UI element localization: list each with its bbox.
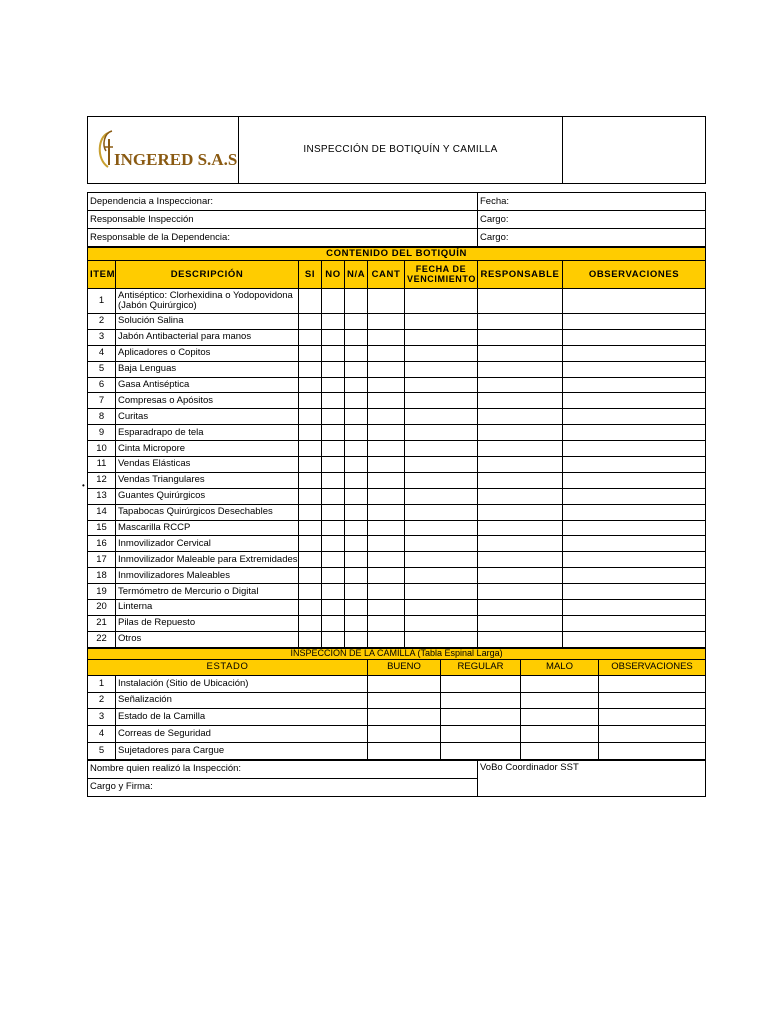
cant-cell[interactable] [368, 457, 405, 473]
no-cell[interactable] [322, 615, 345, 631]
responsable-cell[interactable] [478, 631, 563, 647]
item-description: Curitas [116, 409, 299, 425]
fecha-vencimiento-cell[interactable] [405, 345, 478, 361]
item-description: Sujetadores para Cargue [116, 742, 368, 759]
no-cell[interactable] [322, 289, 345, 314]
cant-cell[interactable] [368, 600, 405, 616]
malo-cell[interactable] [521, 675, 599, 692]
item-number: 16 [88, 536, 116, 552]
item-number: 2 [88, 692, 116, 709]
item-description: Cinta Micropore [116, 441, 299, 457]
table-row [88, 409, 706, 425]
si-cell[interactable] [299, 289, 322, 314]
responsable-dependencia-field[interactable]: Responsable de la Dependencia: [88, 229, 478, 247]
table-row [88, 675, 706, 692]
item-number: 12 [88, 472, 116, 488]
table-row [88, 393, 706, 409]
si-cell[interactable] [299, 393, 322, 409]
item-number: 9 [88, 425, 116, 441]
item-description: Correas de Seguridad [116, 726, 368, 743]
bueno-cell[interactable] [368, 726, 441, 743]
table-row [88, 631, 706, 647]
item-description: Gasa Antiséptica [116, 377, 299, 393]
item-description: Guantes Quirúrgicos [116, 488, 299, 504]
observaciones-cell[interactable] [563, 289, 706, 314]
fecha-vencimiento-cell[interactable] [405, 488, 478, 504]
cant-cell[interactable] [368, 504, 405, 520]
bueno-cell[interactable] [368, 692, 441, 709]
item-number: 3 [88, 709, 116, 726]
observaciones-cell[interactable] [599, 675, 706, 692]
cant-cell[interactable] [368, 345, 405, 361]
logo-text: INGERED S.A.S [114, 149, 238, 169]
no-cell[interactable] [322, 600, 345, 616]
observaciones-cell[interactable] [563, 584, 706, 600]
cant-cell[interactable] [368, 520, 405, 536]
regular-cell[interactable] [441, 709, 521, 726]
si-cell[interactable] [299, 361, 322, 377]
na-cell[interactable] [345, 329, 368, 345]
item-description: Baja Lenguas [116, 361, 299, 377]
si-cell[interactable] [299, 615, 322, 631]
responsable-cell[interactable] [478, 314, 563, 330]
fecha-vencimiento-cell[interactable] [405, 457, 478, 473]
table-row [88, 441, 706, 457]
fecha-vencimiento-cell[interactable] [405, 568, 478, 584]
observaciones-cell[interactable] [563, 520, 706, 536]
table-row [88, 742, 706, 759]
cant-cell[interactable] [368, 409, 405, 425]
fecha-vencimiento-cell[interactable] [405, 600, 478, 616]
botiquin-table [87, 247, 706, 648]
na-cell[interactable] [345, 488, 368, 504]
table-row [88, 425, 706, 441]
fecha-vencimiento-cell[interactable] [405, 409, 478, 425]
item-description: Inmovilizador Maleable para Extremidades [116, 552, 299, 568]
item-number: 5 [88, 361, 116, 377]
observaciones-cell[interactable] [563, 615, 706, 631]
item-number: 11 [88, 457, 116, 473]
form-header [87, 116, 706, 184]
responsable-cell[interactable] [478, 584, 563, 600]
cant-cell[interactable] [368, 472, 405, 488]
fecha-vencimiento-cell[interactable] [405, 615, 478, 631]
si-cell[interactable] [299, 329, 322, 345]
responsable-cell[interactable] [478, 329, 563, 345]
observaciones-cell[interactable] [563, 488, 706, 504]
no-cell[interactable] [322, 441, 345, 457]
observaciones-cell[interactable] [563, 552, 706, 568]
si-cell[interactable] [299, 441, 322, 457]
si-cell[interactable] [299, 600, 322, 616]
na-cell[interactable] [345, 289, 368, 314]
botiquin-section-title: CONTENIDO DEL BOTIQUÍN [88, 248, 706, 261]
responsable-cell[interactable] [478, 441, 563, 457]
fecha-vencimiento-cell[interactable] [405, 584, 478, 600]
fecha-vencimiento-cell[interactable] [405, 504, 478, 520]
no-cell[interactable] [322, 345, 345, 361]
cargo-firma-field[interactable]: Cargo y Firma: [88, 778, 478, 796]
observaciones-cell[interactable] [563, 600, 706, 616]
table-row [88, 345, 706, 361]
item-number: 21 [88, 615, 116, 631]
no-cell[interactable] [322, 314, 345, 330]
table-row [88, 289, 706, 314]
item-number: 6 [88, 377, 116, 393]
no-cell[interactable] [322, 329, 345, 345]
no-cell[interactable] [322, 377, 345, 393]
si-cell[interactable] [299, 584, 322, 600]
responsable-cell[interactable] [478, 393, 563, 409]
item-number: 18 [88, 568, 116, 584]
fecha-vencimiento-cell[interactable] [405, 631, 478, 647]
responsable-cell[interactable] [478, 457, 563, 473]
col-responsable: RESPONSABLE [478, 261, 563, 289]
responsable-cell[interactable] [478, 377, 563, 393]
responsable-cell[interactable] [478, 552, 563, 568]
observaciones-cell[interactable] [563, 314, 706, 330]
na-cell[interactable] [345, 425, 368, 441]
fecha-vencimiento-cell[interactable] [405, 536, 478, 552]
table-row [88, 692, 706, 709]
responsable-cell[interactable] [478, 568, 563, 584]
col-item: ITEM [88, 261, 116, 289]
malo-cell[interactable] [521, 742, 599, 759]
cant-cell[interactable] [368, 631, 405, 647]
responsable-cell[interactable] [478, 345, 563, 361]
na-cell[interactable] [345, 441, 368, 457]
responsable-cell[interactable] [478, 615, 563, 631]
item-number: 8 [88, 409, 116, 425]
regular-cell[interactable] [441, 726, 521, 743]
fecha-vencimiento-cell[interactable] [405, 552, 478, 568]
responsable-cell[interactable] [478, 409, 563, 425]
no-cell[interactable] [322, 457, 345, 473]
na-cell[interactable] [345, 615, 368, 631]
item-description: Señalización [116, 692, 368, 709]
observaciones-cell[interactable] [563, 568, 706, 584]
na-cell[interactable] [345, 568, 368, 584]
camilla-rows [88, 675, 706, 759]
na-cell[interactable] [345, 520, 368, 536]
observaciones-cell[interactable] [563, 472, 706, 488]
col-estado: ESTADO [88, 659, 368, 675]
col-si: SI [299, 261, 322, 289]
cant-cell[interactable] [368, 361, 405, 377]
item-description: Vendas Triangulares [116, 472, 299, 488]
fecha-vencimiento-cell[interactable] [405, 361, 478, 377]
fecha-vencimiento-cell[interactable] [405, 329, 478, 345]
table-row [88, 726, 706, 743]
malo-cell[interactable] [521, 726, 599, 743]
observaciones-cell[interactable] [563, 377, 706, 393]
cant-cell[interactable] [368, 536, 405, 552]
observaciones-cell[interactable] [563, 393, 706, 409]
si-cell[interactable] [299, 425, 322, 441]
cant-cell[interactable] [368, 488, 405, 504]
cant-cell[interactable] [368, 584, 405, 600]
cant-cell[interactable] [368, 329, 405, 345]
cargo-field-1[interactable]: Cargo: [478, 211, 706, 229]
responsable-cell[interactable] [478, 472, 563, 488]
item-description: Antiséptico: Clorhexidina o Yodopovidona (Jabón Quirúrgico) [116, 289, 299, 314]
item-number: 4 [88, 726, 116, 743]
fecha-vencimiento-cell[interactable] [405, 377, 478, 393]
cant-cell[interactable] [368, 568, 405, 584]
no-cell[interactable] [322, 361, 345, 377]
observaciones-cell[interactable] [563, 441, 706, 457]
si-cell[interactable] [299, 504, 322, 520]
stray-bullet-mark: • [82, 481, 85, 490]
cant-cell[interactable] [368, 425, 405, 441]
no-cell[interactable] [322, 584, 345, 600]
no-cell[interactable] [322, 536, 345, 552]
table-row [88, 377, 706, 393]
na-cell[interactable] [345, 552, 368, 568]
col-bueno: BUENO [368, 659, 441, 675]
no-cell[interactable] [322, 393, 345, 409]
fecha-vencimiento-cell[interactable] [405, 441, 478, 457]
si-cell[interactable] [299, 314, 322, 330]
regular-cell[interactable] [441, 692, 521, 709]
si-cell[interactable] [299, 377, 322, 393]
table-row [88, 329, 706, 345]
na-cell[interactable] [345, 409, 368, 425]
si-cell[interactable] [299, 631, 322, 647]
col-na: N/A [345, 261, 368, 289]
no-cell[interactable] [322, 504, 345, 520]
item-description: Inmovilizador Cervical [116, 536, 299, 552]
cant-cell[interactable] [368, 393, 405, 409]
item-number: 13 [88, 488, 116, 504]
botiquin-rows [88, 289, 706, 648]
item-number: 1 [88, 289, 116, 314]
si-cell[interactable] [299, 472, 322, 488]
responsable-cell[interactable] [478, 520, 563, 536]
na-cell[interactable] [345, 314, 368, 330]
responsable-cell[interactable] [478, 600, 563, 616]
item-number: 7 [88, 393, 116, 409]
fecha-vencimiento-cell[interactable] [405, 520, 478, 536]
observaciones-cell[interactable] [563, 329, 706, 345]
observaciones-cell[interactable] [563, 504, 706, 520]
item-description: Jabón Antibacterial para manos [116, 329, 299, 345]
observaciones-cell[interactable] [563, 631, 706, 647]
table-row [88, 361, 706, 377]
responsable-cell[interactable] [478, 425, 563, 441]
table-row [88, 504, 706, 520]
si-cell[interactable] [299, 536, 322, 552]
responsable-cell[interactable] [478, 504, 563, 520]
observaciones-cell[interactable] [563, 409, 706, 425]
na-cell[interactable] [345, 600, 368, 616]
malo-cell[interactable] [521, 709, 599, 726]
responsable-cell[interactable] [478, 361, 563, 377]
camilla-section-title: INSPECCIÓN DE LA CAMILLA (Tabla Espinal Larga) [88, 648, 706, 659]
na-cell[interactable] [345, 472, 368, 488]
table-row [88, 488, 706, 504]
col-no: NO [322, 261, 345, 289]
na-cell[interactable] [345, 457, 368, 473]
item-number: 20 [88, 600, 116, 616]
cant-cell[interactable] [368, 552, 405, 568]
fecha-vencimiento-cell[interactable] [405, 393, 478, 409]
na-cell[interactable] [345, 536, 368, 552]
cant-cell[interactable] [368, 289, 405, 314]
responsable-cell[interactable] [478, 488, 563, 504]
col-cant: CANT [368, 261, 405, 289]
table-row [88, 709, 706, 726]
responsable-cell[interactable] [478, 536, 563, 552]
col-observaciones: OBSERVACIONES [563, 261, 706, 289]
si-cell[interactable] [299, 345, 322, 361]
fecha-vencimiento-cell[interactable] [405, 289, 478, 314]
regular-cell[interactable] [441, 742, 521, 759]
inspection-form [87, 116, 705, 797]
vobo-coordinador-field[interactable]: VoBo Coordinador SST [478, 760, 706, 796]
col-descripcion: DESCRIPCIÓN [116, 261, 299, 289]
no-cell[interactable] [322, 631, 345, 647]
no-cell[interactable] [322, 552, 345, 568]
si-cell[interactable] [299, 409, 322, 425]
table-row [88, 536, 706, 552]
item-number: 10 [88, 441, 116, 457]
item-description: Pilas de Repuesto [116, 615, 299, 631]
table-row [88, 568, 706, 584]
observaciones-cell[interactable] [599, 726, 706, 743]
col-malo: MALO [521, 659, 599, 675]
col-camilla-observaciones: OBSERVACIONES [599, 659, 706, 675]
dependencia-field[interactable]: Dependencia a Inspeccionar: [88, 193, 478, 211]
table-row [88, 520, 706, 536]
cant-cell[interactable] [368, 441, 405, 457]
si-cell[interactable] [299, 568, 322, 584]
fecha-vencimiento-cell[interactable] [405, 472, 478, 488]
item-description: Otros [116, 631, 299, 647]
no-cell[interactable] [322, 472, 345, 488]
item-description: Tapabocas Quirúrgicos Desechables [116, 504, 299, 520]
footer-table [87, 760, 706, 797]
item-number: 4 [88, 345, 116, 361]
no-cell[interactable] [322, 425, 345, 441]
observaciones-cell[interactable] [599, 709, 706, 726]
no-cell[interactable] [322, 409, 345, 425]
na-cell[interactable] [345, 631, 368, 647]
cant-cell[interactable] [368, 615, 405, 631]
responsable-cell[interactable] [478, 289, 563, 314]
na-cell[interactable] [345, 361, 368, 377]
col-regular: REGULAR [441, 659, 521, 675]
fecha-field[interactable]: Fecha: [478, 193, 706, 211]
si-cell[interactable] [299, 520, 322, 536]
camilla-table [87, 648, 706, 760]
form-title: INSPECCIÓN DE BOTIQUÍN Y CAMILLA [239, 117, 563, 184]
bueno-cell[interactable] [368, 675, 441, 692]
cargo-field-2[interactable]: Cargo: [478, 229, 706, 247]
item-number: 2 [88, 314, 116, 330]
observaciones-cell[interactable] [599, 742, 706, 759]
observaciones-cell[interactable] [563, 425, 706, 441]
table-row [88, 600, 706, 616]
no-cell[interactable] [322, 488, 345, 504]
item-description: Vendas Elásticas [116, 457, 299, 473]
item-number: 14 [88, 504, 116, 520]
table-row [88, 314, 706, 330]
item-number: 5 [88, 742, 116, 759]
si-cell[interactable] [299, 457, 322, 473]
na-cell[interactable] [345, 393, 368, 409]
item-description: Inmovilizadores Maleables [116, 568, 299, 584]
fecha-vencimiento-cell[interactable] [405, 425, 478, 441]
regular-cell[interactable] [441, 675, 521, 692]
item-number: 19 [88, 584, 116, 600]
fecha-vencimiento-cell[interactable] [405, 314, 478, 330]
item-description: Linterna [116, 600, 299, 616]
item-number: 22 [88, 631, 116, 647]
na-cell[interactable] [345, 345, 368, 361]
item-description: Compresas o Apósitos [116, 393, 299, 409]
cant-cell[interactable] [368, 377, 405, 393]
item-number: 3 [88, 329, 116, 345]
no-cell[interactable] [322, 520, 345, 536]
si-cell[interactable] [299, 488, 322, 504]
item-number: 17 [88, 552, 116, 568]
si-cell[interactable] [299, 552, 322, 568]
item-description: Esparadrapo de tela [116, 425, 299, 441]
item-description: Solución Salina [116, 314, 299, 330]
item-description: Instalación (Sitio de Ubicación) [116, 675, 368, 692]
item-number: 1 [88, 675, 116, 692]
responsable-field[interactable]: Responsable Inspección [88, 211, 478, 229]
observaciones-cell[interactable] [563, 536, 706, 552]
col-fecha-vencimiento: FECHA DE VENCIMIENTO [405, 261, 478, 289]
company-logo [96, 125, 238, 173]
cant-cell[interactable] [368, 314, 405, 330]
table-row [88, 552, 706, 568]
item-description: Mascarilla RCCP [116, 520, 299, 536]
malo-cell[interactable] [521, 692, 599, 709]
item-description: Estado de la Camilla [116, 709, 368, 726]
item-description: Aplicadores o Copitos [116, 345, 299, 361]
observaciones-cell[interactable] [599, 692, 706, 709]
item-description: Termómetro de Mercurio o Digital [116, 584, 299, 600]
na-cell[interactable] [345, 377, 368, 393]
table-row [88, 615, 706, 631]
na-cell[interactable] [345, 504, 368, 520]
bueno-cell[interactable] [368, 742, 441, 759]
table-row [88, 584, 706, 600]
na-cell[interactable] [345, 584, 368, 600]
header-blank-cell [563, 117, 706, 184]
observaciones-cell[interactable] [563, 361, 706, 377]
info-table [87, 192, 706, 247]
no-cell[interactable] [322, 568, 345, 584]
logo-cell [88, 117, 239, 184]
observaciones-cell[interactable] [563, 457, 706, 473]
bueno-cell[interactable] [368, 709, 441, 726]
table-row [88, 472, 706, 488]
observaciones-cell[interactable] [563, 345, 706, 361]
table-row [88, 457, 706, 473]
item-number: 15 [88, 520, 116, 536]
nombre-inspector-field[interactable]: Nombre quien realizó la Inspección: [88, 760, 478, 778]
